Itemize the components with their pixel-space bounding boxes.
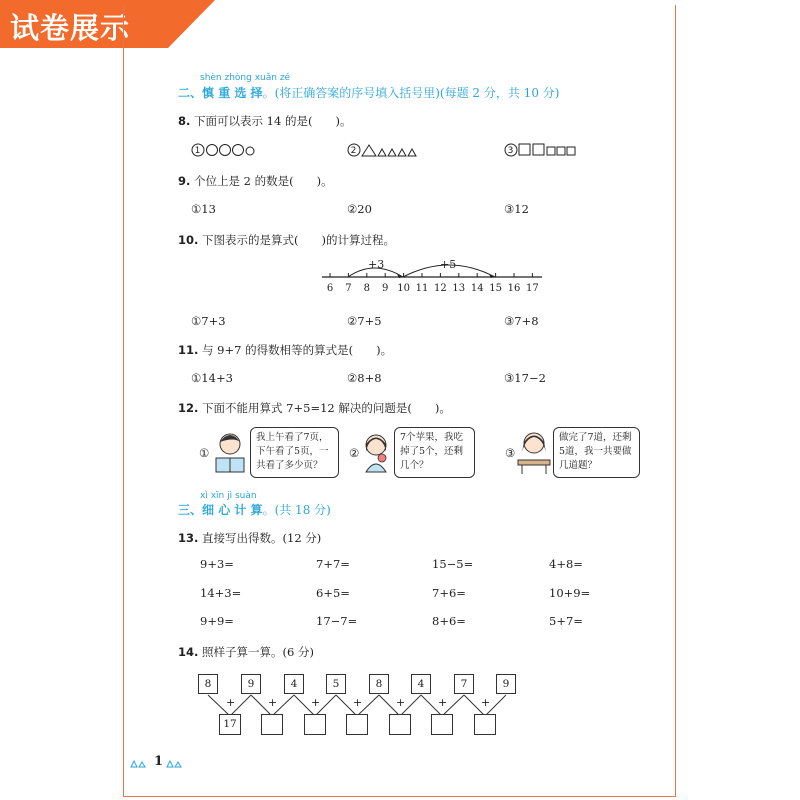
addend-box: 8	[198, 674, 218, 694]
calc-item: 10+9=	[549, 586, 591, 600]
calc-item: 8+6=	[432, 614, 466, 628]
section3-pinyin: xì xīn jì suàn	[200, 491, 257, 501]
calc-item: 7+7=	[316, 557, 350, 571]
calc-item: 9+3=	[200, 557, 234, 571]
plus-sign: +	[268, 696, 278, 709]
q12-bubble-3: 做完了7道，还剩5道，我一共要做几道题？	[553, 427, 640, 478]
plus-sign: +	[226, 696, 236, 709]
number-line-label: 13	[452, 283, 466, 294]
q12-bubble-2: 7个苹果，我吃掉了5个，还剩几个？	[394, 427, 475, 478]
plus-sign: +	[438, 696, 448, 709]
banner-title: 试卷展示	[10, 11, 131, 45]
sum-box-answer[interactable]	[304, 714, 326, 735]
addend-box: 4	[284, 674, 304, 694]
q12-number: 12.	[178, 401, 199, 415]
number-line-label: 15	[489, 283, 502, 294]
q11-number: 11.	[178, 343, 199, 357]
number-line-label: 8	[363, 283, 370, 294]
q12-mark-2: ②	[349, 446, 360, 460]
q8-number: 8.	[178, 114, 191, 128]
sum-box-answer[interactable]	[346, 714, 368, 735]
calc-item: 4+8=	[549, 557, 583, 571]
girl-eating-apple-icon	[358, 432, 394, 474]
sum-box-answer[interactable]	[261, 714, 283, 735]
number-line-label: 10	[397, 283, 410, 294]
addend-box: 8	[369, 674, 389, 694]
sum-box-answer[interactable]	[431, 714, 453, 735]
section2-pinyin: shèn zhòng xuǎn zé	[200, 73, 291, 83]
section2-title: 慎 重 选 择	[202, 86, 263, 100]
q8-text: 下面可以表示 14 的是( )。	[194, 114, 352, 128]
q9-number: 9.	[178, 174, 191, 188]
q8-option-circles	[191, 142, 271, 162]
number-line-label: 7	[345, 283, 352, 294]
plus-sign: +	[353, 696, 363, 709]
q10-option-2: ②7+5	[347, 314, 382, 328]
number-line-label: 11	[415, 283, 429, 294]
question-8	[178, 113, 351, 129]
svg-text:1: 1	[194, 146, 201, 156]
calc-item: 14+3=	[200, 586, 242, 600]
section2-heading	[178, 84, 559, 101]
q8-option-triangles	[347, 142, 427, 162]
plus-sign: +	[311, 696, 321, 709]
jump-label-2: +5	[440, 258, 457, 271]
number-line-label: 12	[434, 283, 447, 294]
sum-box: 17	[219, 714, 241, 735]
footer-ornament-left-icon	[130, 758, 150, 768]
calc-item: 9+9=	[200, 614, 234, 628]
svg-text:2: 2	[350, 146, 357, 156]
calc-item: 7+6=	[432, 586, 466, 600]
question-13	[178, 530, 321, 546]
number-line	[322, 255, 547, 300]
q11-option-1: ①14+3	[191, 371, 233, 385]
q10-option-3: ③7+8	[504, 314, 539, 328]
q10-text: 下图表示的是算式( )的计算过程。	[202, 233, 396, 247]
section3-title: 细 心 计 算	[202, 503, 263, 517]
question-14	[178, 644, 314, 660]
question-12	[178, 400, 451, 416]
q10-option-1: ①7+3	[191, 314, 226, 328]
section2-number: 二、	[178, 86, 203, 100]
addend-box: 4	[411, 674, 431, 694]
plus-sign: +	[396, 696, 406, 709]
sum-box-answer[interactable]	[389, 714, 411, 735]
q8-option-squares	[504, 142, 584, 162]
q11-text: 与 9+7 的得数相等的算式是( )。	[202, 343, 393, 357]
q9-option-2: ②20	[347, 202, 372, 216]
q9-option-1: ①13	[191, 202, 216, 216]
number-line-label: 6	[326, 283, 334, 294]
q12-text: 下面不能用算式 7+5=12 解决的问题是( )。	[202, 401, 451, 415]
svg-text:3: 3	[507, 146, 514, 156]
q9-text: 个位上是 2 的数是( )。	[194, 174, 333, 188]
q11-option-3: ③17−2	[504, 371, 546, 385]
q12-mark-3: ③	[505, 446, 516, 460]
q11-option-2: ②8+8	[347, 371, 382, 385]
q13-number: 13.	[178, 531, 199, 545]
calc-item: 17−7=	[316, 614, 358, 628]
jump-label-1: +3	[368, 258, 385, 271]
section2-note: 。(将正确答案的序号填入括号里)(每题 2 分，共 10 分)	[262, 86, 560, 100]
q14-number: 14.	[178, 645, 199, 659]
q12-bubble-1: 我上午看了7页，下午看了5页，一共看了多少页？	[250, 427, 339, 478]
calc-item: 5+7=	[549, 614, 583, 628]
addend-box: 7	[454, 674, 474, 694]
girl-writing-icon	[514, 430, 554, 475]
number-line-label: 14	[470, 283, 484, 294]
page-number: 1	[154, 754, 164, 769]
number-line-label: 16	[507, 283, 521, 294]
section3-heading	[178, 501, 331, 518]
boy-reading-icon	[210, 430, 250, 475]
q13-text: 直接写出得数。(12 分)	[202, 531, 322, 545]
number-line-label: 9	[382, 283, 389, 294]
calc-item: 6+5=	[316, 586, 350, 600]
question-9	[178, 173, 333, 189]
footer-ornament-right-icon	[166, 758, 186, 768]
q9-option-3: ③12	[504, 202, 529, 216]
addend-box: 5	[326, 674, 346, 694]
calc-item: 15−5=	[432, 557, 474, 571]
question-11	[178, 342, 392, 358]
question-10	[178, 232, 395, 248]
section3-number: 三、	[178, 503, 203, 517]
q12-mark-1: ①	[199, 446, 210, 460]
q10-number: 10.	[178, 233, 199, 247]
number-line-label: 17	[526, 283, 539, 294]
addend-box: 9	[241, 674, 261, 694]
plus-sign: +	[481, 696, 491, 709]
addend-box: 9	[496, 674, 516, 694]
section3-note: 。(共 18 分)	[262, 503, 331, 517]
sum-box-answer[interactable]	[474, 714, 496, 735]
q14-text: 照样子算一算。(6 分)	[202, 645, 314, 659]
